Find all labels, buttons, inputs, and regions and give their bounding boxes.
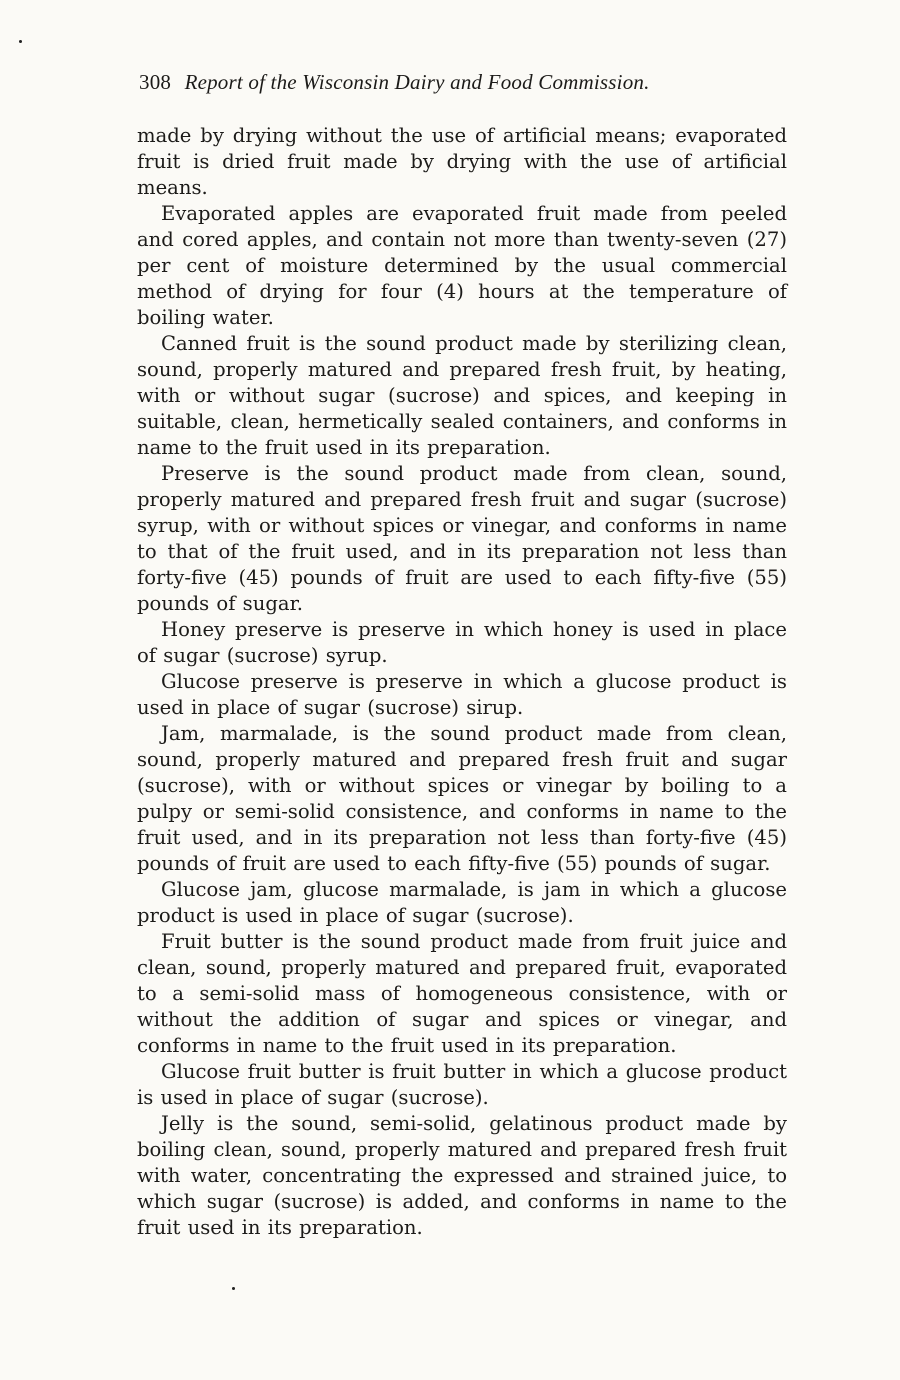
paragraph-evaporated-apples: Evaporated apples are evaporated fruit made from peeled and cored apples, and contain not more than twenty-seven (27) per cent of moisture determined by the usual commercial method of drying for four (4) hours at the temperature of boiling water.	[137, 202, 787, 329]
paragraph-preserve: Preserve is the sound product made from clean, sound, properly matured and prepared fresh fruit and sugar (sucrose) syrup, with or without spices or vinegar, and conforms in name to that of the fruit used, and in its preparation not less than forty-five (45) pounds of fruit are used to each fifty-five (55) pounds of sugar.	[137, 462, 787, 615]
paragraph-honey-preserve: Honey preserve is preserve in which honey is used in place of sugar (sucrose) syrup.	[137, 618, 787, 667]
paper-speck	[19, 40, 22, 43]
paragraph-jelly: Jelly is the sound, semi-solid, gelatinous product made by boiling clean, sound, properly matured and prepared fresh fruit with water, concentrating the expressed and strained juice, to which sugar (sucrose) is added, and conforms in name to the fruit used in its preparation.	[137, 1112, 787, 1239]
paragraph-glucose-fruit-butter: Glucose fruit butter is fruit butter in which a glucose product is used in place of sugar (sucrose).	[137, 1060, 787, 1109]
publication-title: Report of the Wisconsin Dairy and Food Commission.	[184, 70, 650, 94]
paragraph-dried-fruit-continued: made by drying without the use of artificial means; evaporated fruit is dried fruit made by drying with the use of artificial means.	[137, 124, 787, 199]
paragraph-glucose-preserve: Glucose preserve is preserve in which a glucose product is used in place of sugar (sucrose) sirup.	[137, 670, 787, 719]
paragraph-jam-marmalade: Jam, marmalade, is the sound product made from clean, sound, properly matured and prepared fresh fruit and sugar (sucrose), with or without spices or vinegar by boiling to a pulpy or semi-solid consistence, and conforms in name to the fruit used, and in its preparation not less than forty-five (45) pounds of fruit are used to each fifty-five (55) pounds of sugar.	[137, 722, 787, 875]
running-head	[139, 70, 787, 95]
paragraph-fruit-butter: Fruit butter is the sound product made from fruit juice and clean, sound, properly matured and prepared fruit, evaporated to a semi-solid mass of homogeneous consistence, with or without the addition of sugar and spices or vinegar, and conforms in name to the fruit used in its preparation.	[137, 930, 787, 1057]
paragraph-canned-fruit: Canned fruit is the sound product made by sterilizing clean, sound, properly matured and prepared fresh fruit, by heating, with or without sugar (sucrose) and spices, and keeping in suitable, clean, hermetically sealed containers, and conforms in name to the fruit used in its preparation.	[137, 332, 787, 459]
paper-speck	[232, 1287, 235, 1290]
paragraph-glucose-jam: Glucose jam, glucose marmalade, is jam in which a glucose product is used in place of sugar (sucrose).	[137, 878, 787, 927]
page-number: 308	[139, 70, 172, 94]
document-page	[137, 70, 787, 1241]
